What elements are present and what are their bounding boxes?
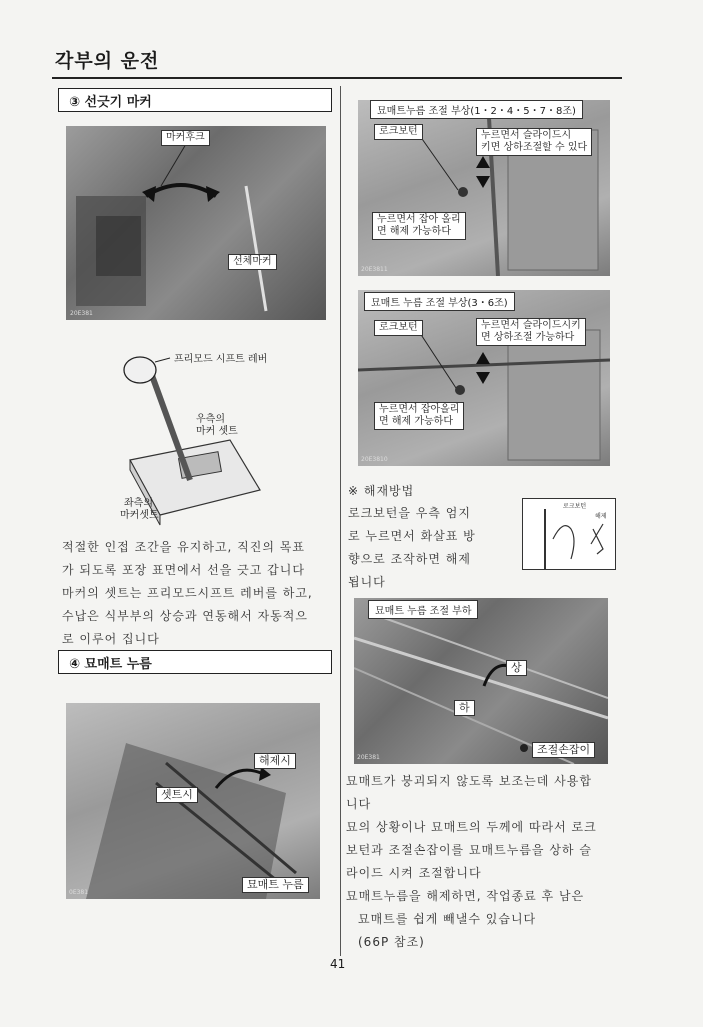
text-line: 보턴과 조절손잡이를 묘매트누름을 상하 슬 bbox=[346, 843, 592, 857]
adjust-photo-1-title: 묘매트누름 조절 부상(1・2・4・5・7・8조) bbox=[370, 100, 583, 119]
right-marker-label-2: 마커 셋트 bbox=[196, 426, 238, 437]
mat-press-label: 묘매트 누름 bbox=[242, 877, 309, 893]
label-line: 누르면서 잡아 올리 bbox=[377, 214, 461, 225]
up-label: 상 bbox=[506, 660, 527, 676]
page-number: 41 bbox=[330, 957, 346, 971]
text-line: 라이드 시켜 조절합니다 bbox=[346, 866, 482, 880]
body-marker-label: 선체마커 bbox=[228, 254, 277, 270]
text-line: 묘매트누름을 해제하면, 작업종료 후 남은 bbox=[346, 889, 585, 903]
release-small-label: 해제 bbox=[595, 513, 607, 520]
mat-press-adjust-photo-2 bbox=[358, 290, 610, 466]
mat-press-description bbox=[346, 770, 636, 954]
photo-code: 0E381 bbox=[69, 889, 89, 896]
freemode-lever-label: 프리모드 시프트 레버 bbox=[174, 354, 268, 365]
text-line: 향으로 조작하면 해제 bbox=[348, 552, 471, 566]
lower-photo-illustration bbox=[354, 598, 608, 764]
marker-photo-illustration bbox=[66, 126, 326, 320]
page-header-title: 각부의 운전 bbox=[55, 50, 160, 72]
adjust-photo-2-title: 묘매트 누름 조절 부상(3・6조) bbox=[364, 292, 515, 311]
release-hand-figure bbox=[522, 498, 616, 570]
header-rule bbox=[52, 77, 622, 79]
text-line: 됩니다 bbox=[348, 575, 386, 589]
text-line: 로 누르면서 화살표 방 bbox=[348, 529, 476, 543]
lock-button-label: 로크보턴 bbox=[374, 124, 423, 140]
set-label: 셋트시 bbox=[156, 787, 198, 803]
photo-code: 20E381 bbox=[70, 310, 93, 317]
release-method-heading: ※ 해재방법 bbox=[348, 484, 415, 498]
lower-photo-title: 묘매트 누름 조절 부하 bbox=[368, 600, 478, 619]
label-line: 면 해제 가능하다 bbox=[379, 416, 453, 427]
text-line: 묘매트를 쉽게 빼낼수 있습니다 bbox=[358, 912, 537, 926]
section-3-title: ③ 선긋기 마커 bbox=[58, 88, 332, 112]
mat-press-adjust-photo-1 bbox=[358, 100, 610, 276]
label-line: 누르면서 슬라이드시 bbox=[481, 130, 572, 141]
release-label: 해제시 bbox=[254, 753, 296, 769]
text-line: 묘매트가 붕괴되지 않도록 보조는데 사용합 bbox=[346, 774, 592, 788]
label-line: 누르면서 잡아올리 bbox=[379, 404, 460, 415]
label-line: 면 해제 가능하다 bbox=[377, 226, 451, 237]
section-4-title: ④ 묘매트 누름 bbox=[58, 650, 332, 674]
photo-code: 20E3811 bbox=[361, 266, 388, 273]
text-line: 마커의 셋트는 프리모드시프트 레버를 하고, bbox=[62, 586, 313, 600]
release-method-text bbox=[348, 502, 508, 594]
release-instruction-label bbox=[374, 402, 464, 430]
text-line: 가 되도록 포장 표면에서 선을 긋고 갑니다 bbox=[62, 563, 305, 577]
adjust-knob-label: 조절손잡이 bbox=[532, 742, 595, 758]
photo-code: 20E3810 bbox=[361, 456, 388, 463]
mat-press-photo bbox=[66, 703, 320, 899]
lock-button-small-label: 로크보턴 bbox=[563, 503, 587, 510]
text-line: 적절한 인접 조간을 유지하고, 직진의 목표 bbox=[62, 540, 305, 554]
text-line: 수납은 식부부의 상승과 연동해서 자동적으 bbox=[62, 609, 308, 623]
marker-hook-label: 마커후크 bbox=[161, 130, 210, 146]
text-line: 로 이루어 집니다 bbox=[62, 632, 160, 646]
photo-code: 20E381 bbox=[357, 754, 380, 761]
slide-instruction-label bbox=[476, 128, 592, 156]
text-line: 묘의 상황이나 묘매트의 두께에 따라서 로크 bbox=[346, 820, 597, 834]
release-instruction-label bbox=[372, 212, 466, 240]
text-line: 니다 bbox=[346, 797, 372, 811]
column-divider bbox=[340, 86, 341, 956]
label-line: 면 상하조절 가능하다 bbox=[481, 332, 575, 343]
text-line: 로크보턴을 우측 엄지 bbox=[348, 506, 471, 520]
mat-press-lower-photo bbox=[354, 598, 608, 764]
label-line: 키면 상하조절할 수 있다 bbox=[481, 142, 588, 153]
adjust-photo-2-illustration bbox=[358, 290, 610, 466]
label-line: 누르면서 슬라이드시키 bbox=[481, 320, 581, 331]
right-marker-label-1: 우측의 bbox=[196, 414, 225, 425]
marker-photo bbox=[66, 126, 326, 320]
text-line: (66P 참조) bbox=[358, 935, 425, 949]
lever-diagram bbox=[110, 340, 320, 530]
marker-description bbox=[62, 536, 338, 651]
lock-button-label: 로크보턴 bbox=[374, 320, 423, 336]
down-label: 하 bbox=[454, 700, 475, 716]
left-marker-label-1: 좌측의 bbox=[124, 498, 153, 509]
left-marker-label-2: 마커셋트 bbox=[120, 510, 159, 521]
slide-instruction-label bbox=[476, 318, 586, 346]
